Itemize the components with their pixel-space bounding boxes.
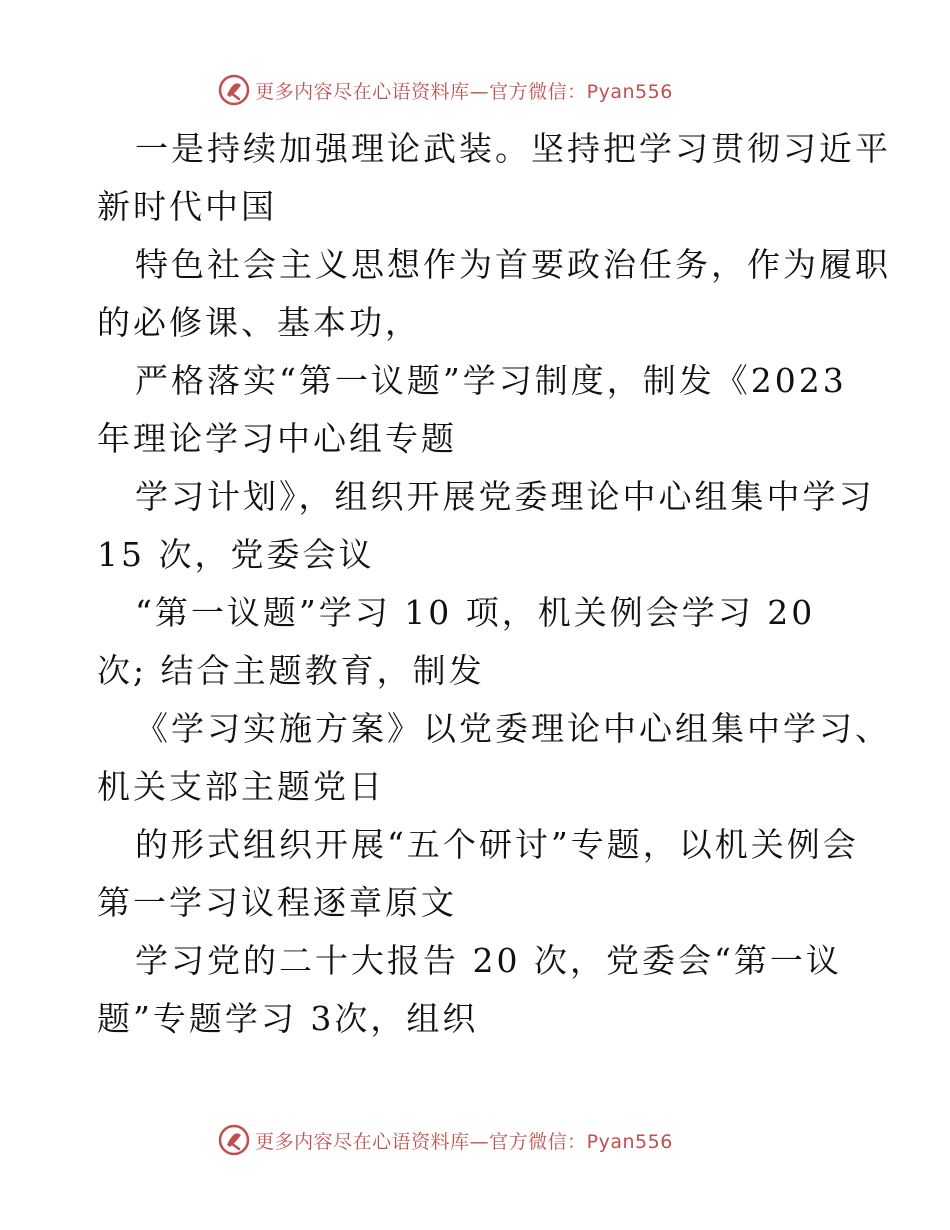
seal-logo-icon [217,73,251,107]
paragraph [97,468,875,584]
seal-logo-icon [217,1123,251,1157]
paragraph-line: 学习党的二十大报告 20 次，党委会“第一议 [135,941,842,980]
paragraph-line: 特色社会主义思想作为首要政治任务，作为履职 [135,245,891,284]
watermark-text: 更多内容尽在心语资料库—官方微信：Pyan556 [255,1130,673,1153]
paragraph [97,584,857,700]
paragraph-line: 学习计划》，组织开展党委理论中心组集中学习 [135,477,875,516]
paragraph-line: 15 次，党委会议 [97,535,375,574]
paragraph [97,816,857,932]
paragraph-line: 第一学习议程逐章原文 [97,883,457,922]
paragraph-line: 次; 结合主题教育，制发 [97,651,485,690]
paragraph-line: 的必修课、基本功， [97,303,421,342]
paragraph-line: 新时代中国 [97,187,277,226]
paragraph [97,236,891,352]
header-watermark [0,70,950,110]
paragraph-line: 的形式组织开展“五个研讨”专题，以机关例会 [135,825,859,864]
paragraph [97,932,857,1048]
paragraph-line: 严格落实“第一议题”学习制度，制发《2023 [135,361,847,400]
paragraph-line: 机关支部主题党日 [97,767,385,806]
paragraph-line: 一是持续加强理论武装。坚持把学习贯彻习近平 [135,129,891,168]
paragraph-line: 《学习实施方案》以党委理论中心组集中学习、 [135,709,891,748]
paragraph-line: 年理论学习中心组专题 [97,419,457,458]
paragraph [97,352,857,468]
watermark-text: 更多内容尽在心语资料库—官方微信：Pyan556 [255,80,673,103]
document-body [97,120,891,1048]
paragraph-line: 题”专题学习 3次，组织 [97,999,479,1038]
footer-watermark [0,1120,950,1160]
paragraph [97,700,891,816]
paragraph-line: “第一议题”学习 10 项，机关例会学习 20 [135,593,816,632]
paragraph [97,120,891,236]
